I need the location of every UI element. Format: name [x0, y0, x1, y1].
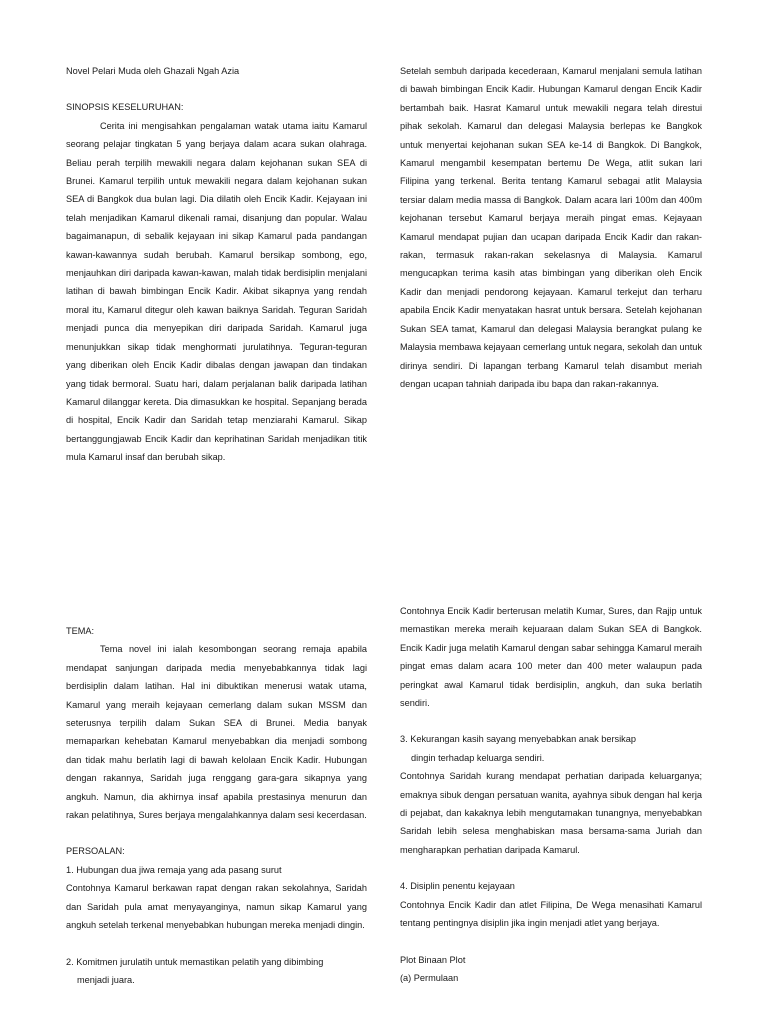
plot-heading: Plot Binaan Plot: [400, 954, 466, 965]
sinopsis-continued: Setelah sembuh daripada kecederaan, Kamarul menjalani semula latihan di bawah bimbingan Encik Kadir. Hubungan Kamarul dengan Encik Kadir bertambah baik. Hasrat Kamarul untuk mewakili negara telah direstui pihak sekolah. Kamarul dan delegasi Malaysia berlepas ke Bangkok untuk menyertai kejohanan sukan SEA ke-14 di Bangkok. Di Bangkok, Kamarul mengambil kesempatan bertemu De Wega, atlit sukan lari Filipina yang terkenal. Berita tentang Kamarul sebagai atlit Malaysia tersiar dalam media massa di Bangkok. Dalam acara lari 100m dan 400m kejohanan tersebut Kamarul berjaya meraih pingat emas. Kejayaan Kamarul mendapat pujian dan ucapan daripada Encik Kadir dan rakan-rakan, termasuk rakan-rakan sekelasnya di Malaysia. Kamarul mengucapkan terima kasih atas bimbingan yang diberikan oleh Encik Kadir dan menjadi pendorong kejayaan. Kamarul terkejut dan terharu apabila Encik Kadir menyatakan hasrat untuk bersara. Setelah kejohanan Sukan SEA tamat, Kamarul dan delegasi Malaysia berangkat pulang ke Malaysia membawa kejayaan cemerlang untuk negara, sekolah dan untuk dirinya sendiri. Di lapangan terbang Kamarul telah disambut meriah dengan ucapan tahniah daripada ibu bapa dan rakan-rakannya.: [400, 66, 702, 389]
persoalan-3-body: Contohnya Saridah kurang mendapat perhatian daripada keluarganya; emaknya sibuk dengan persatuan wanita, ayahnya sibuk dengan hal kerja di pejabat, dan kakaknya lebih mengutamakan tunangnya, menyebabkan Saridah lebih selesa menghabiskan masa bersama-sama Juriah dan mengharapkan perhatian daripada Kamarul.: [400, 771, 702, 855]
page1-left-column: [66, 62, 367, 467]
sinopsis-body: Cerita ini mengisahkan pengalaman watak utama iaitu Kamarul seorang pelajar tingkatan 5 yang berjaya dalam acara sukan olahraga. Beliau perah terpilih mewakili negara dalam kejohanan sukan SEA di Brunei. Kamarul terpilih untuk mewakili negara dalam kejohanan sukan SEA di Bangkok dua bulan lagi. Dia dilatih oleh Encik Kadir. Kejayaan ini telah menjadikan Kamarul dikenali ramai, disanjung dan popular. Walau bagaimanapun, di sebalik kejayaan ini sikap Kamarul pada pandangan kawan-kawannya sudah berubah. Kamarul bersikap sombong, ego, menjauhkan diri daripada kawan-kawan, malah tidak berdisiplin menjalani latihan di bawah bimbingan Encik Kadir. Akibat sikapnya yang rendah moral itu, Kamarul ditegur oleh kawan baiknya Saridah. Teguran Saridah menjadi punca dia menyepikan diri daripada Saridah. Kamarul juga menunjukkan sikap tidak menghormati jurulatihnya. Teguran-teguran yang diberikan oleh Encik Kadir dibalas dengan jawapan dan tindakan yang tidak bermoral. Suatu hari, dalam perjalanan balik daripada latihan Kamarul dilanggar kereta. Dia dimasukkan ke hospital. Sepanjang berada di hospital, Encik Kadir dan Saridah tetap menziarahi Kamarul. Sikap bertanggungjawab Encik Kadir dan keprihatinan Saridah menjadikan titik mula Kamarul insaf dan berubah sikap.: [66, 120, 367, 463]
persoalan-heading: PERSOALAN:: [66, 846, 125, 857]
tema-body: Tema novel ini ialah kesombongan seorang remaja apabila mendapat sanjungan daripada media menyebabkannya tidak lagi berdisiplin dalam latihan. Hal ini dibuktikan menerusi watak utama, Kamarul yang meraih kejayaan cemerlang dalam sukan MSSM dan seterusnya terpilih dalam Sukan SEA di Brunei. Media banyak memaparkan kehebatan Kamarul menyebabkan dia menjadi sombong dan tidak mahu berlatih lagi di bawah kelolaan Encik Kadir. Hubungan dengan rakannya, Saridah juga renggang gara-gara sikapnya yang angkuh. Namun, dia akhirnya insaf apabila prestasinya menurun dan rakan pelatihnya, Sures berjaya mengalahkannya dalam sesi kecerdasan.: [66, 644, 367, 821]
persoalan-2-title: 2. Komitmen jurulatih untuk memastikan pelatih yang dibimbing: [66, 956, 324, 967]
tema-heading: TEMA:: [66, 626, 95, 636]
plot-item-permulaan: (a) Permulaan: [400, 972, 459, 983]
persoalan-4-title: 4. Disiplin penentu kejayaan: [400, 881, 515, 892]
persoalan-4-body: Contohnya Encik Kadir dan atlet Filipina, De Wega menasihati Kamarul tentang pentingnya disiplin jika ingin menjadi atlet yang berjaya.: [400, 899, 702, 929]
persoalan-1-body: Contohnya Kamarul berkawan rapat dengan rakan sekolahnya, Saridah dan Saridah pula amat menyayanginya, namun sikap Kamarul yang angkuh setelah terkenal menyebabkan hubungan mereka menjadi dingin.: [66, 883, 367, 931]
document-header: Novel Pelari Muda oleh Ghazali Ngah Azia: [66, 66, 240, 76]
page1-right-column: [400, 62, 702, 393]
page2-right-column: [400, 602, 702, 987]
page2-left-column: [66, 622, 367, 989]
persoalan-1-title: 1. Hubungan dua jiwa remaja yang ada pasang surut: [66, 864, 282, 875]
persoalan-2-body: Contohnya Encik Kadir berterusan melatih Kumar, Sures, dan Rajip untuk memastikan mereka meraih kejuaraan dalam Sukan SEA di Bangkok. Encik Kadir juga melatih Kamarul dengan sabar sehingga Kamarul meraih pingat emas dalam acara 100 meter dan 400 meter walaupun pada peringkat awal Kamarul tidak berdisiplin, angkuh, dan suka berlatih sendiri.: [400, 606, 702, 709]
persoalan-2-title-cont: menjadi juara.: [77, 974, 135, 985]
sinopsis-heading: SINOPSIS KESELURUHAN:: [66, 102, 184, 113]
persoalan-3-title-cont: dingin terhadap keluarga sendiri.: [411, 752, 545, 763]
persoalan-3-title: 3. Kekurangan kasih sayang menyebabkan anak bersikap: [400, 734, 636, 745]
